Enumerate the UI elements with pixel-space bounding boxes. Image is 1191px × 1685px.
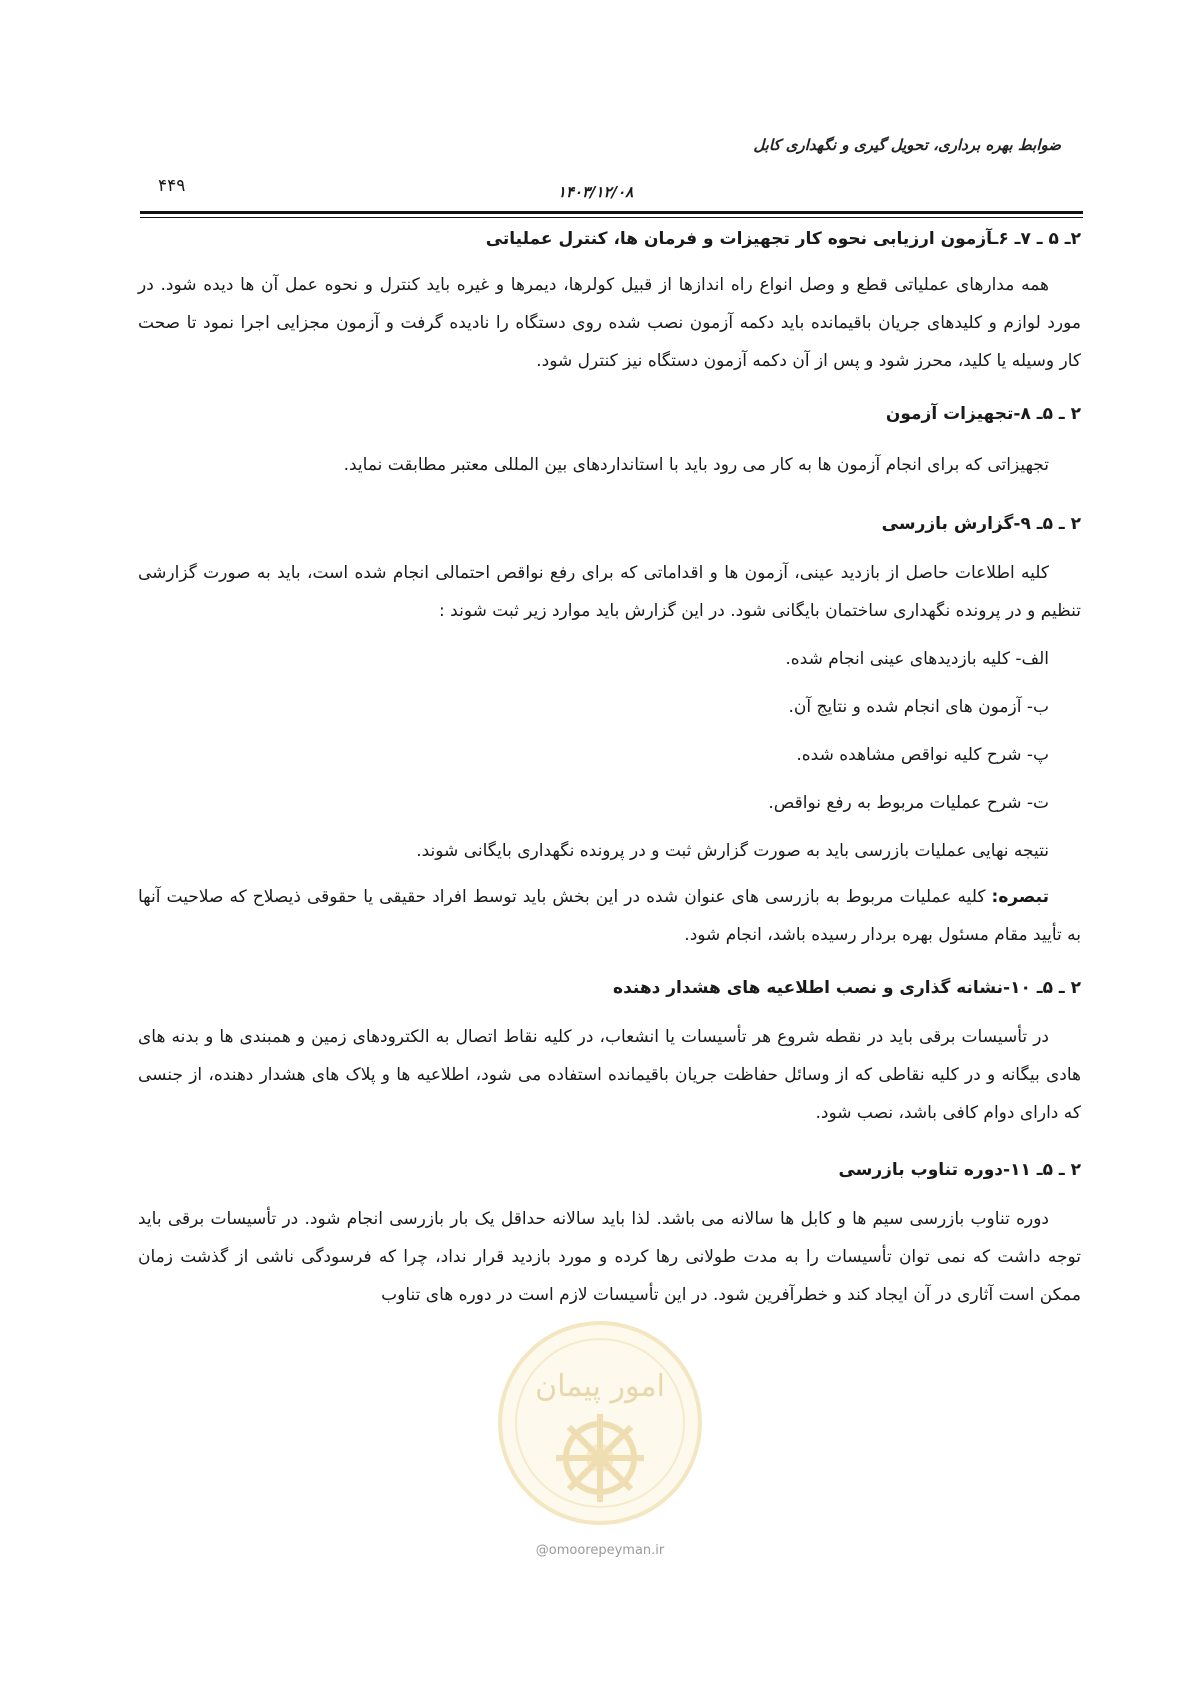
section-11-paragraph: دوره تناوب بازرسی سیم ها و کابل ها سالانه می باشد. لذا باید سالانه حداقل یک بار بازرسی انجام شود. در تأسیسات برقی باید توجه داشت که نمی توان تأسیسات را به مدت طولانی رها کرده و مورد بازدید قرار نداد، چرا که فرسودگی ناشی از گذشت زمان ممکن است آثاری در آن ایجاد کند و خطرآفرین شود. در این تأسیسات لازم است در دوره های تناوب	[138, 1209, 1081, 1305]
note-paragraph	[138, 878, 1081, 954]
running-title: ضوابط بهره برداری، تحویل گیری و نگهداری کابل	[753, 136, 1061, 154]
section-8-paragraph: تجهیزاتی که برای انجام آزمون ها به کار می رود باید با استانداردهای بین المللی معتبر مطابقت نماید.	[343, 455, 1049, 475]
note-label: تبصره:	[991, 887, 1049, 907]
section-heading-10: ۲ ـ ۵ـ ۱۰-نشانه گذاری و نصب اطلاعیه های هشدار دهنده	[613, 978, 1081, 998]
section-heading-9: ۲ ـ ۵ـ ۹-گزارش بازرسی	[881, 514, 1081, 534]
header-date: ۱۴۰۳/۱۲/۰۸	[557, 183, 634, 201]
section-9-paragraph: کلیه اطلاعات حاصل از بازدید عینی، آزمون ها و اقداماتی که برای رفع نواقص احتمالی انجام شده است، باید به صورت گزارشی تنظیم و در پرونده نگهداری ساختمان بایگانی شود. در این گزارش باید موارد زیر ثبت شوند :	[138, 563, 1081, 621]
note-text: کلیه عملیات مربوط به بازرسی های عنوان شده در این بخش باید توسط افراد حقیقی یا حقوقی ذیصلاح که صلاحیت آنها به تأیید مقام مسئول بهره بردار رسیده باشد، انجام شود.	[138, 887, 1081, 945]
section-heading-8: ۲ ـ ۵ـ ۸-تجهیزات آزمون	[885, 404, 1081, 424]
section-9-conclusion: نتیجه نهایی عملیات بازرسی باید به صورت گزارش ثبت و در پرونده نگهداری بایگانی شوند.	[416, 841, 1049, 861]
page-number: ۴۴۹	[158, 176, 186, 196]
list-item: ب- آزمون های انجام شده و نتایج آن.	[788, 697, 1049, 717]
header-rule-thick	[140, 211, 1083, 214]
section-7-paragraph: همه مدارهای عملیاتی قطع و وصل انواع راه اندازها از قبیل کولرها، دیمرها و غیره باید کنترل و نحوه عمل آن ها دیده شود. در مورد لوازم و کلیدهای جریان باقیمانده باید دکمه آزمون نصب شده روی دستگاه را نادیده گرفت و آزمون مجزایی اجرا نمود تا صحت کار وسیله یا کلید، محرز شود و پس از آن دکمه آزمون دستگاه نیز کنترل شود.	[138, 275, 1081, 371]
list-item: پ- شرح کلیه نواقص مشاهده شده.	[796, 745, 1049, 765]
section-10-paragraph: در تأسیسات برقی باید در نقطه شروع هر تأسیسات یا انشعاب، در کلیه نقاط اتصال به الکترودهای زمین و همبندی ها و بدنه های هادی بیگانه و در کلیه نقاطی که از وسائل حفاظت جریان باقیمانده استفاده می شود، اطلاعیه ها و پلاک های هشدار دهنده، از جنسی که دارای دوام کافی باشد، نصب شود.	[138, 1027, 1081, 1123]
watermark-url: @omoorepeyman.ir	[535, 1543, 665, 1558]
list-item: ت- شرح عملیات مربوط به رفع نواقص.	[768, 793, 1049, 813]
list-item: الف- کلیه بازدیدهای عینی انجام شده.	[785, 649, 1049, 669]
header-rule-thin	[140, 217, 1083, 218]
watermark-logo	[495, 1318, 705, 1528]
gear-icon	[556, 1414, 644, 1502]
watermark-logo-text: امور پیمان	[535, 1369, 665, 1404]
page-content	[138, 222, 1081, 1314]
section-heading-11: ۲ ـ ۵ـ ۱۱-دوره تناوب بازرسی	[838, 1160, 1081, 1180]
section-heading-7: ۲ـ ۵ ـ ۷ـ ۶ـآزمون ارزیابی نحوه کار تجهیزات و فرمان ها، کنترل عملیاتی	[485, 229, 1081, 249]
